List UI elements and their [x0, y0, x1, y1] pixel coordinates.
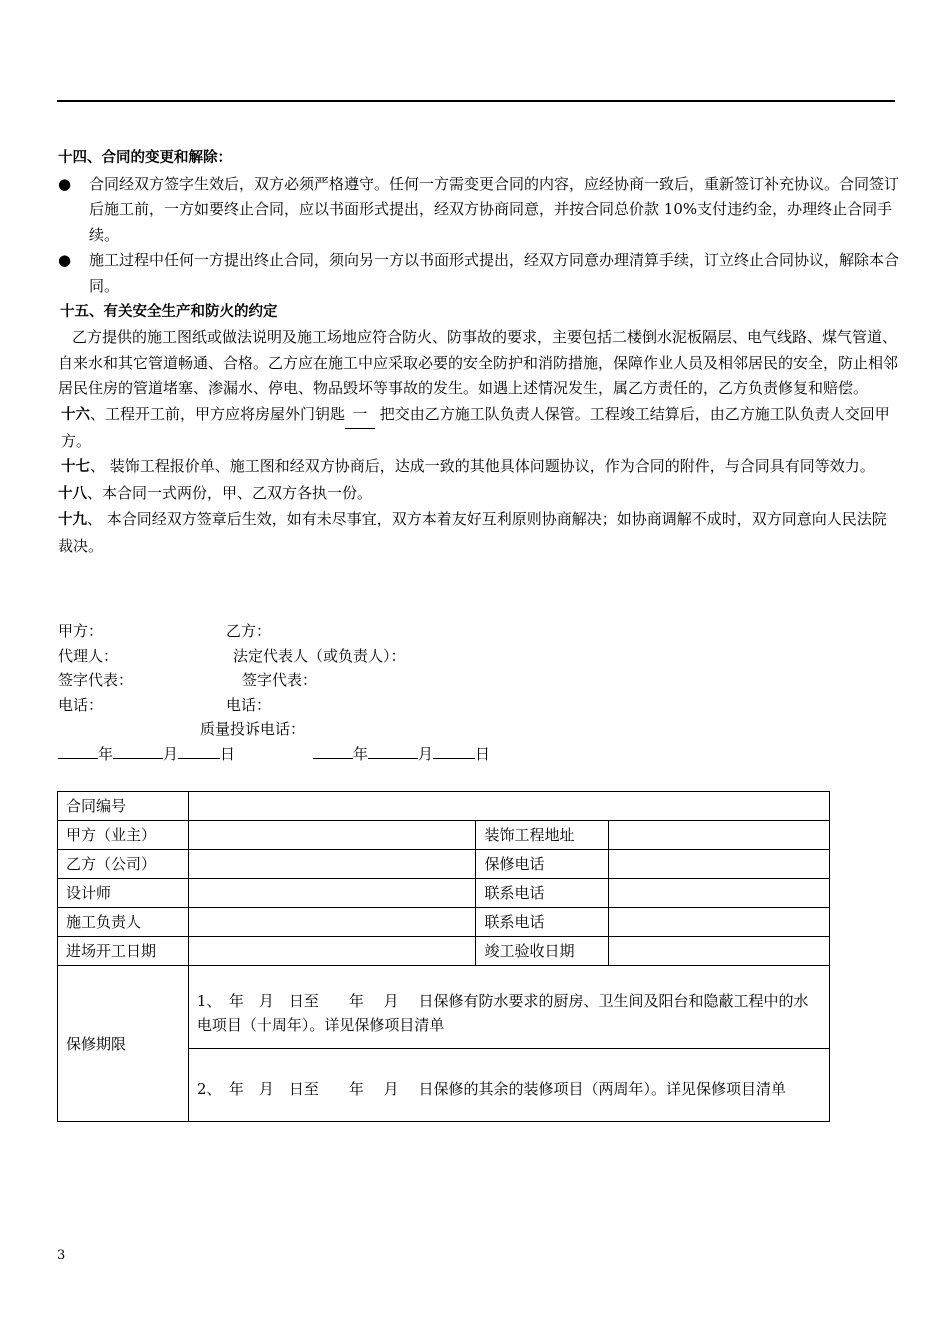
bullet-icon: ● — [58, 174, 72, 193]
section-16-pre: 、工程开工前，甲方应将房屋外门钥匙 — [90, 404, 346, 423]
section-18-label: 十八 — [58, 485, 87, 502]
month-blank — [368, 742, 418, 759]
construction-lead-value — [188, 908, 476, 937]
section-16 — [58, 402, 900, 454]
party-b-company-value — [188, 850, 476, 879]
day-blank — [433, 742, 475, 759]
designer-label: 设计师 — [58, 879, 189, 908]
table-row — [58, 879, 830, 908]
start-date-value — [188, 937, 476, 966]
party-a-label: 甲方： — [58, 622, 104, 640]
phone-b-label: 电话： — [226, 695, 272, 714]
section-15-title: 十五、有关安全生产和防火的约定 — [60, 303, 278, 320]
bullet-icon: ● — [58, 251, 72, 270]
table-row — [58, 937, 830, 966]
section-16-post: 把交由乙方施工队负责人保管。工程竣工结算后，由乙方施工队负责人交回甲方。 — [61, 404, 890, 450]
party-b-company-label: 乙方（公司） — [58, 850, 189, 879]
section-15-body: 乙方提供的施工图纸或做法说明及施工场地应符合防火、防事故的要求，主要包括二楼倒水泥板隔层、电气线路、煤气管道、自来水和其它管道畅通、合格。乙方应在施工中应采取必要的安全防护和消防措施，保障作业人员及相邻居民的安全，防止相邻居民住房的管道堵塞、渗漏水、停电、物品毁坏等事故的发生。如遇上述情况发生，属乙方责任的，乙方负责修复和赔偿。 — [58, 328, 899, 398]
section-14-item-1-text: 合同经双方签字生效后，双方必须严格遵守。任何一方需变更合同的内容，应经协商一致后，重新签订补充协议。合同签订后施工前，一方如要终止合同，应以书面形式提出，经双方协商同意，并按合同总价款 10%支付违约金，办理终止合同手续。 — [89, 174, 900, 244]
agent-label: 代理人： — [58, 646, 119, 665]
warranty-phone-value — [609, 850, 830, 879]
acceptance-date-value — [609, 937, 830, 966]
table-row — [58, 792, 830, 821]
warranty-period-label: 保修期限 — [58, 966, 189, 1122]
date-a: 年 月 日 — [58, 742, 235, 767]
signature-block — [58, 619, 658, 766]
party-a-owner-label: 甲方（业主） — [58, 821, 189, 850]
table-row — [58, 821, 830, 850]
section-18-body: 、本合同一式两份，甲、乙双方各执一份。 — [87, 483, 373, 502]
section-17 — [58, 454, 900, 481]
date-b: 年 月 日 — [313, 742, 490, 767]
year-blank — [58, 742, 98, 759]
table-row — [58, 850, 830, 879]
sign-rep-a-label: 签字代表： — [58, 671, 134, 689]
contract-clauses — [58, 146, 900, 560]
designer-value — [188, 879, 476, 908]
table-row — [58, 908, 830, 937]
complaint-phone-label: 质量投诉电话： — [200, 720, 306, 738]
legal-rep-label: 法定代表人（或负责人）： — [233, 646, 406, 665]
month-blank — [113, 742, 163, 759]
keys-count-blank: 一 — [345, 402, 375, 429]
decoration-address-value — [609, 821, 830, 850]
header-rule — [57, 100, 895, 102]
start-date-label: 进场开工日期 — [58, 937, 189, 966]
section-18 — [58, 481, 900, 508]
party-b-label: 乙方： — [226, 622, 272, 640]
section-14-item-1 — [58, 172, 900, 249]
section-19-body: 、 本合同经双方签章后生效，如有未尽事宜，双方本着友好互利原则协商解决；如协商调解不成时，双方同意向人民法院裁决。 — [58, 510, 887, 555]
contact-phone-value — [609, 908, 830, 937]
section-14-item-2 — [58, 248, 900, 299]
year-blank — [313, 742, 353, 759]
contact-phone-label: 联系电话 — [476, 908, 609, 937]
contract-no-label: 合同编号 — [58, 792, 189, 821]
section-17-body: 、 装饰工程报价单、施工图和经双方协商后，达成一致的其他具体问题协议，作为合同的附件，与合同具有同等效力。 — [90, 457, 875, 476]
warranty-item-2: 2、 年 月 日至 年 月 日保修的其余的装修项目（两周年）。详见保修项目清单 — [188, 1049, 829, 1122]
sign-rep-b-label: 签字代表： — [242, 671, 318, 689]
construction-lead-label: 施工负责人 — [58, 908, 189, 937]
table-row — [58, 966, 830, 1049]
warranty-phone-label: 保修电话 — [476, 850, 609, 879]
decoration-address-label: 装饰工程地址 — [476, 821, 609, 850]
contract-no-value — [188, 792, 829, 821]
acceptance-date-label: 竣工验收日期 — [476, 937, 609, 966]
page-number: 3 — [57, 1248, 66, 1263]
section-19-label: 十九 — [58, 512, 87, 529]
phone-a-label: 电话： — [58, 695, 104, 714]
contact-phone-value — [609, 879, 830, 908]
contract-info-table — [57, 791, 830, 1122]
section-16-label: 十六 — [61, 406, 90, 423]
section-19 — [58, 507, 900, 559]
contact-phone-label: 联系电话 — [476, 879, 609, 908]
party-a-owner-value — [188, 821, 476, 850]
day-blank — [178, 742, 220, 759]
section-17-label: 十七 — [61, 459, 90, 476]
warranty-item-1: 1、 年 月 日至 年 月 日保修有防水要求的厨房、卫生间及阳台和隐蔽工程中的水电项目（十周年）。详见保修项目清单 — [188, 966, 829, 1049]
section-14-item-2-text: 施工过程中任何一方提出终止合同，须向另一方以书面形式提出，经双方同意办理清算手续，订立终止合同协议，解除本合同。 — [89, 251, 900, 295]
section-14-title: 十四、合同的变更和解除： — [58, 150, 232, 166]
